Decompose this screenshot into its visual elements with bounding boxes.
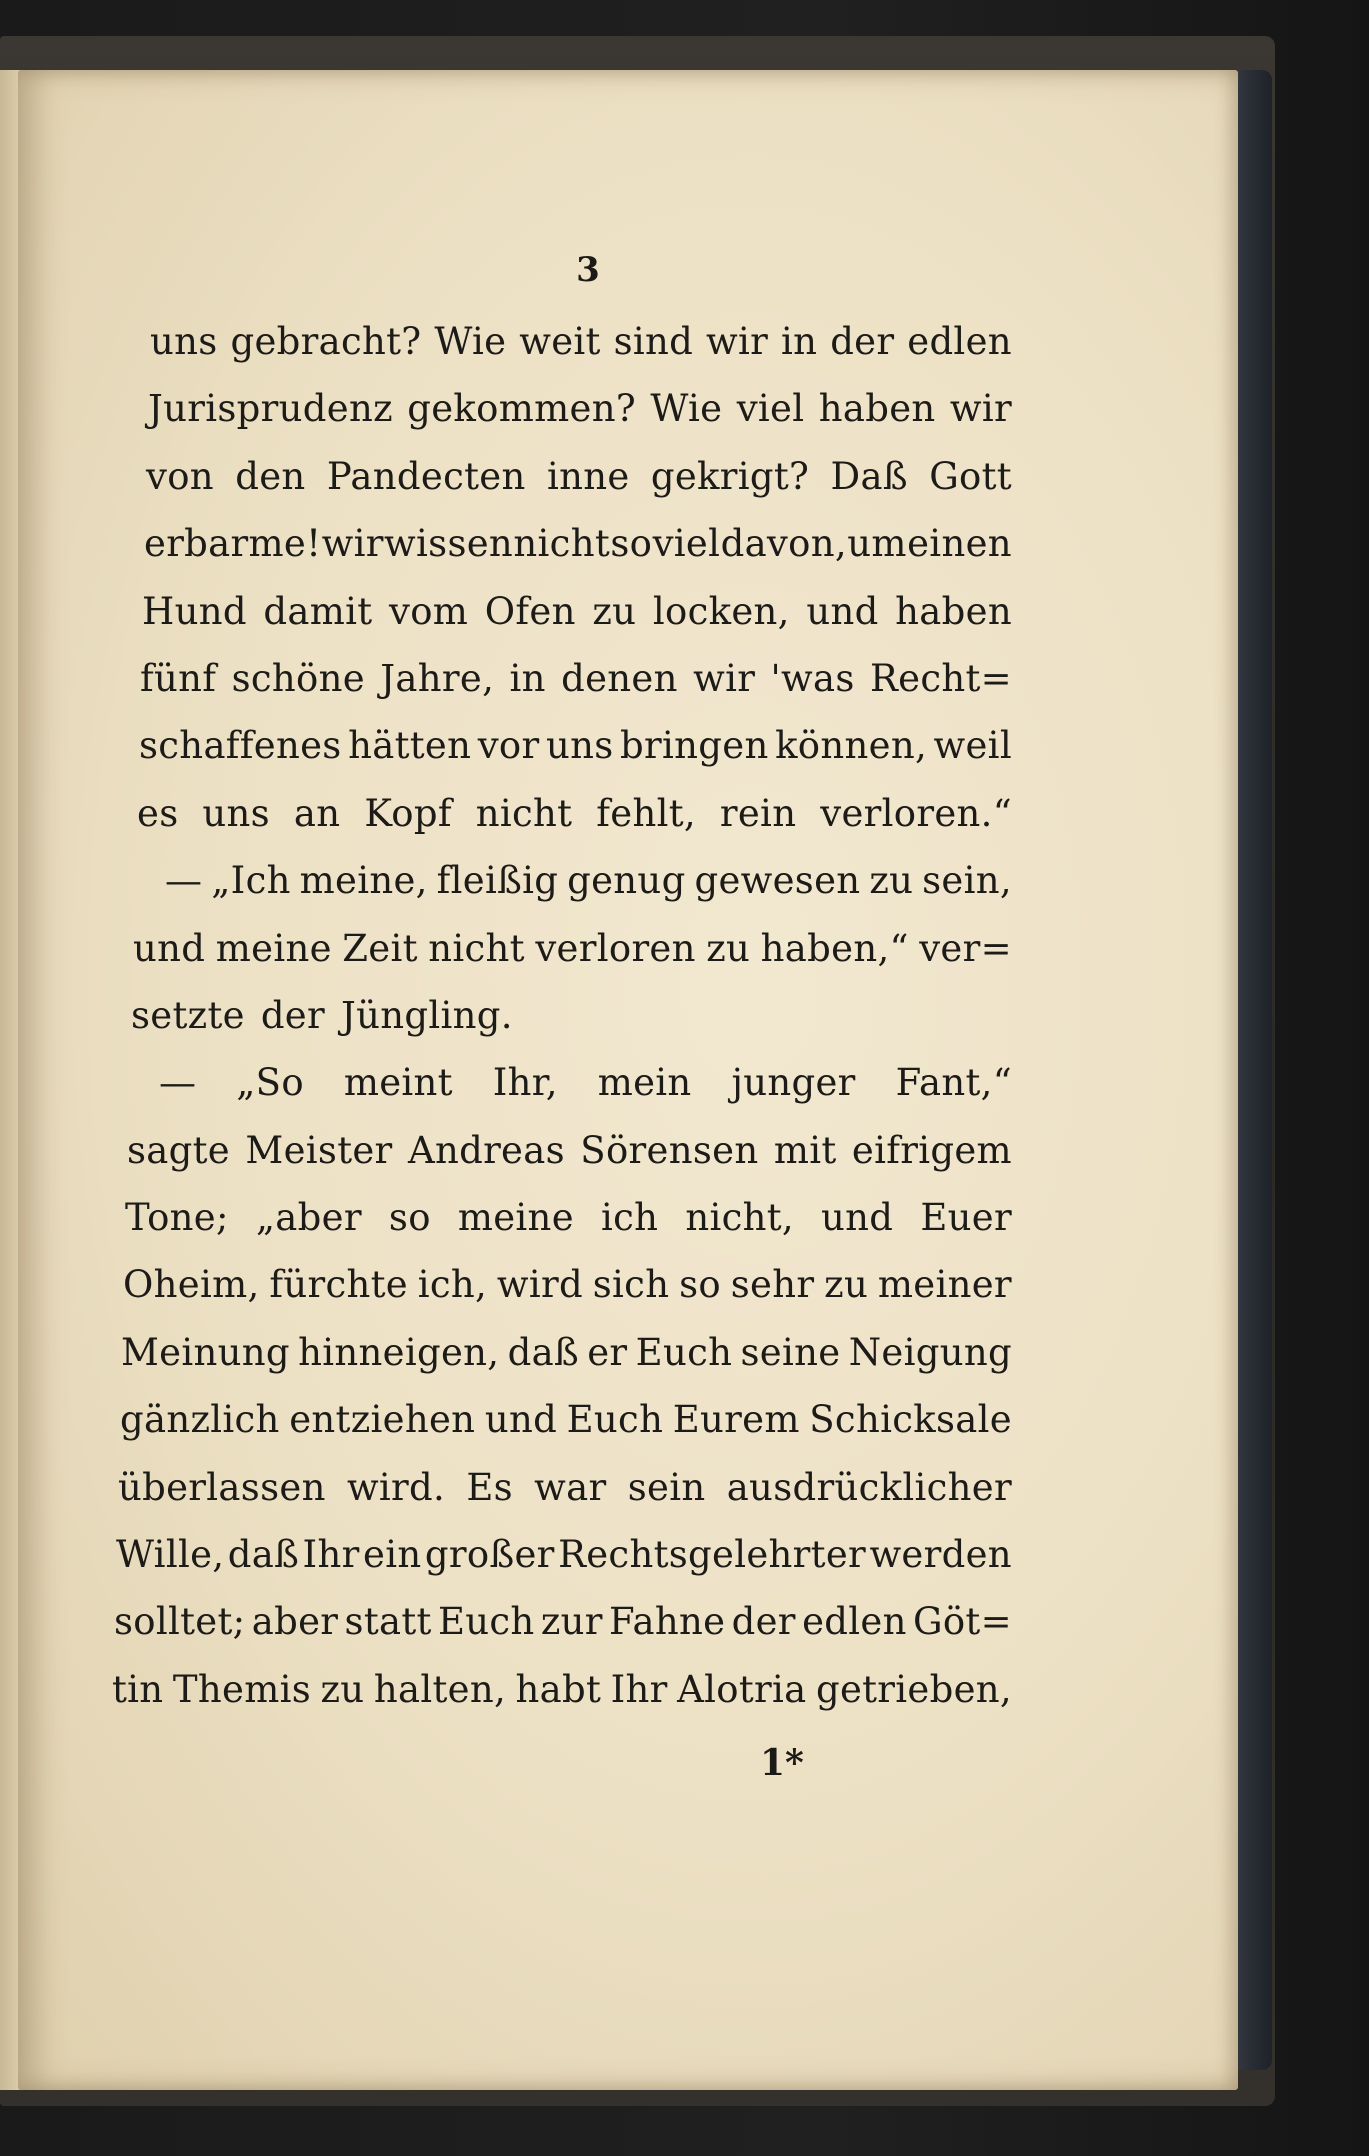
text-word: getrieben, <box>815 1667 1012 1711</box>
text-word: tin <box>112 1667 164 1711</box>
text-word: nicht <box>428 926 525 970</box>
text-word: vom <box>389 589 469 633</box>
text-line <box>133 927 1012 994</box>
text-word: solltet; <box>114 1600 246 1644</box>
text-word: nicht, <box>685 1196 794 1240</box>
text-line <box>116 1533 1012 1600</box>
text-word: statt <box>344 1600 432 1644</box>
text-word: der <box>731 1600 796 1644</box>
text-word: meine <box>215 926 332 970</box>
text-line <box>125 1196 1012 1263</box>
text-word: Ihr <box>302 1533 360 1577</box>
text-word: genug <box>567 859 686 903</box>
text-word: viel <box>652 522 721 566</box>
text-word: in <box>509 656 546 700</box>
text-word: wir <box>693 656 756 700</box>
text-word: fünf <box>140 656 217 700</box>
text-word: nicht <box>513 522 610 566</box>
text-word: sein <box>627 1465 706 1509</box>
text-word: viel <box>736 387 805 431</box>
text-word: Euch <box>437 1600 535 1644</box>
text-word: Zeit <box>342 926 418 970</box>
text-word: überlassen <box>118 1465 326 1509</box>
signature-mark: 1* <box>760 1742 804 1784</box>
text-word: junger <box>731 1061 856 1105</box>
text-word: damit <box>263 589 373 633</box>
text-word: wird <box>496 1263 583 1307</box>
text-word: Wie <box>650 387 723 431</box>
text-word: sagte <box>127 1128 230 1172</box>
text-word: entziehen <box>289 1398 476 1442</box>
text-word: Andreas <box>407 1128 565 1172</box>
text-word: habt <box>515 1667 602 1711</box>
text-word: Oheim, <box>123 1263 260 1307</box>
text-word: ver= <box>919 926 1012 970</box>
text-word: Wille, <box>116 1533 225 1577</box>
text-word: bringen <box>620 724 769 768</box>
text-word: wir <box>949 387 1012 431</box>
text-word: — <box>159 1061 197 1105</box>
text-word: wir <box>706 320 769 363</box>
text-word: werden <box>869 1533 1012 1577</box>
text-word: zu <box>824 1263 869 1307</box>
text-word: einen <box>907 522 1012 566</box>
text-word: daß <box>507 1330 579 1374</box>
text-word: seine <box>740 1330 841 1374</box>
text-word: erbarme! <box>144 522 322 566</box>
text-word: fleißig <box>436 859 559 903</box>
text-line <box>118 1466 1012 1533</box>
text-word: Fant,“ <box>895 1061 1012 1105</box>
text-word: Jüngling. <box>340 993 513 1037</box>
text-word: wissen <box>384 522 514 566</box>
text-word: edlen <box>802 1600 907 1644</box>
text-word: Jahre, <box>380 656 495 700</box>
text-word: setzte <box>131 993 245 1037</box>
text-word: und <box>806 589 879 633</box>
text-word: wir <box>321 522 384 566</box>
text-word: Wie <box>434 320 507 363</box>
text-word: meiner <box>877 1263 1012 1307</box>
text-line <box>142 590 1012 657</box>
text-word: Meinung <box>121 1330 290 1374</box>
text-word: zur <box>540 1600 603 1644</box>
text-word: Göt= <box>913 1600 1012 1644</box>
text-word: ein <box>363 1533 422 1577</box>
text-word: uns <box>202 791 270 835</box>
text-word: Hund <box>142 589 247 633</box>
text-word: Es <box>466 1465 513 1509</box>
text-word: der <box>260 993 325 1037</box>
text-word: mit <box>773 1128 837 1172</box>
text-word: Ihr <box>610 1667 668 1711</box>
text-word: Fahne <box>609 1600 726 1644</box>
text-word: aber <box>251 1600 339 1644</box>
text-word: gebracht? <box>230 320 422 363</box>
text-word: verloren <box>535 926 696 970</box>
text-word: sehr <box>730 1263 815 1307</box>
text-line <box>112 1668 1012 1735</box>
text-word: schöne <box>231 656 365 700</box>
text-word: uns <box>150 320 218 363</box>
text-word: Kopf <box>364 791 452 835</box>
text-word: „Ich <box>211 859 291 903</box>
text-word: und <box>133 926 206 970</box>
text-word: Alotria <box>677 1667 807 1711</box>
text-word: war <box>534 1465 607 1509</box>
text-line <box>121 1331 1012 1398</box>
text-word: und <box>484 1398 558 1442</box>
text-word: haben <box>818 387 936 431</box>
text-word: zu <box>706 926 751 970</box>
text-word: so <box>679 1263 721 1307</box>
text-word: daß <box>227 1533 300 1577</box>
text-word: Euch <box>566 1398 664 1442</box>
text-word: und <box>821 1196 894 1240</box>
text-line <box>129 1061 1012 1128</box>
text-word: Themis <box>172 1667 312 1711</box>
text-word: Daß <box>830 454 908 498</box>
text-word: weit <box>519 320 601 363</box>
text-word: locken, <box>652 589 790 633</box>
text-word: den <box>235 454 306 498</box>
text-word: rein <box>719 791 797 835</box>
text-word: Euch <box>635 1330 733 1374</box>
text-word: zu <box>869 859 914 903</box>
text-line <box>137 792 1012 859</box>
text-word: zu <box>592 589 637 633</box>
text-word: der <box>830 320 895 363</box>
text-word: mein <box>597 1061 692 1105</box>
text-word: edlen <box>907 320 1012 363</box>
text-word: verloren.“ <box>820 791 1012 835</box>
text-word: an <box>293 791 341 835</box>
text-word: hätten <box>348 724 472 768</box>
text-word: Neigung <box>848 1330 1012 1374</box>
text-word: Tone; <box>125 1196 229 1240</box>
text-line <box>127 1129 1012 1196</box>
text-word: — <box>165 859 203 903</box>
text-word: sind <box>613 320 694 363</box>
text-word: ausdrücklicher <box>726 1465 1012 1509</box>
text-line <box>139 724 1012 791</box>
text-word: sich <box>592 1263 670 1307</box>
text-word: haben,“ <box>760 926 909 970</box>
text-word: gekommen? <box>407 387 636 431</box>
text-word: hinneigen, <box>298 1330 500 1374</box>
text-word: vor <box>477 724 540 768</box>
text-word: eifrigem <box>851 1128 1012 1172</box>
text-word: Eurem <box>672 1398 800 1442</box>
text-word: nicht <box>475 791 573 835</box>
text-line <box>144 522 1012 589</box>
text-line <box>140 657 1012 724</box>
text-word: in <box>781 320 818 363</box>
text-word: sein, <box>922 859 1012 903</box>
text-word: Pandecten <box>326 454 526 498</box>
text-word: uns <box>546 724 614 768</box>
text-word: so <box>388 1196 431 1240</box>
text-word: ich <box>600 1196 659 1240</box>
text-word: es <box>137 791 179 835</box>
text-line <box>148 387 1012 454</box>
text-word: so <box>610 522 653 566</box>
text-word: Gott <box>929 454 1012 498</box>
text-word: Meister <box>245 1128 393 1172</box>
text-word: gewesen <box>694 859 861 903</box>
text-word: meine, <box>299 859 428 903</box>
text-word: weil <box>933 724 1012 768</box>
text-line <box>114 1600 1012 1667</box>
text-word: denen <box>561 656 678 700</box>
text-word: Ihr, <box>492 1061 558 1105</box>
text-word: ich, <box>417 1263 488 1307</box>
text-word: gekrigt? <box>650 454 810 498</box>
text-word: von <box>146 454 214 498</box>
text-word: Sörensen <box>580 1128 759 1172</box>
text-line <box>120 1398 1012 1465</box>
page-number: 3 <box>576 250 600 290</box>
text-word: Jurisprudenz <box>148 387 393 431</box>
text-word: 'was <box>770 656 855 700</box>
text-word: wird. <box>346 1465 446 1509</box>
page-text <box>112 320 1012 1735</box>
text-word: schaffenes <box>139 724 342 768</box>
text-word: haben <box>895 589 1012 633</box>
text-word: Schicksale <box>809 1398 1012 1442</box>
text-word: davon, <box>720 522 847 566</box>
text-word: er <box>587 1330 628 1374</box>
text-word: Ofen <box>484 589 576 633</box>
text-line <box>131 994 1012 1061</box>
text-word: um <box>847 522 907 566</box>
text-line <box>150 320 1012 387</box>
text-word: halten, <box>373 1667 507 1711</box>
text-word: gänzlich <box>120 1398 280 1442</box>
text-word: meine <box>457 1196 574 1240</box>
text-line <box>135 859 1012 926</box>
text-word: meint <box>343 1061 453 1105</box>
text-word: Rechtsgelehrter <box>558 1533 867 1577</box>
text-word: fehlt, <box>596 791 696 835</box>
text-word: Euer <box>920 1196 1012 1240</box>
text-word: „aber <box>255 1196 362 1240</box>
text-word: großer <box>424 1533 555 1577</box>
text-word: zu <box>320 1667 365 1711</box>
text-word: fürchte <box>269 1263 408 1307</box>
text-line <box>146 455 1012 522</box>
text-word: inne <box>546 454 630 498</box>
text-word: Recht= <box>869 656 1012 700</box>
text-line <box>123 1263 1012 1330</box>
text-word: können, <box>775 724 928 768</box>
text-word: „So <box>236 1061 304 1105</box>
